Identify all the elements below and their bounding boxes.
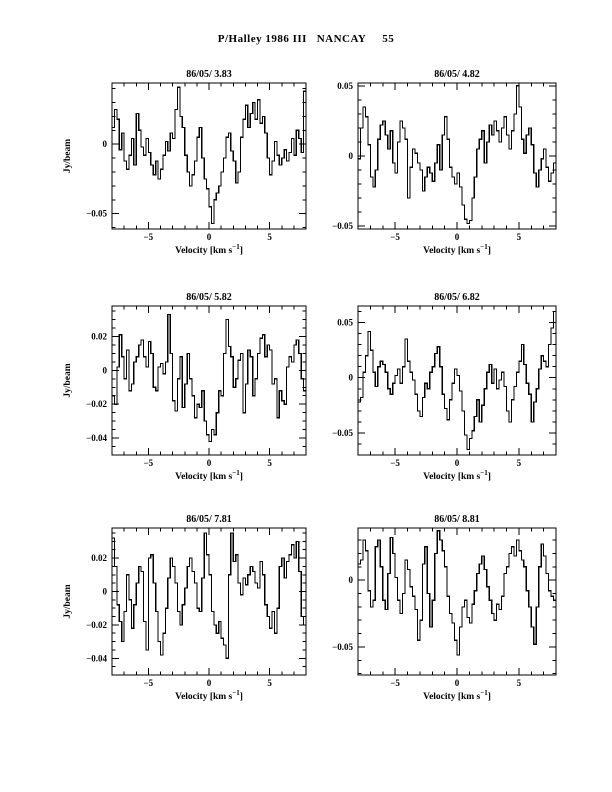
x-tick-label: −5 bbox=[143, 232, 154, 242]
x-axis-label: Velocity [km $s^{-1}$] bbox=[175, 689, 243, 702]
x-axis-label: Velocity [km $s^{-1}$] bbox=[423, 243, 491, 256]
x-tick-label: 5 bbox=[516, 232, 522, 242]
spectrum-step-line bbox=[112, 87, 306, 223]
x-tick-label: 0 bbox=[454, 458, 460, 468]
y-axis-label: Jy/beam bbox=[63, 363, 73, 398]
figure-title: P/Halley 1986 III NANCAY 55 bbox=[217, 33, 395, 45]
x-tick-label: 0 bbox=[206, 232, 212, 242]
y-tick-label: 0 bbox=[348, 575, 353, 586]
x-tick-label: 5 bbox=[516, 458, 522, 468]
axis-frame bbox=[112, 528, 306, 675]
y-tick-label: −0.05 bbox=[332, 221, 353, 232]
panel-title: 86/05/ 6.82 bbox=[434, 292, 480, 303]
spectrum-step-line bbox=[358, 312, 556, 450]
spectrum-step-line bbox=[358, 531, 556, 655]
spectrum-panel-1 bbox=[64, 67, 312, 263]
x-tick-label: −5 bbox=[390, 232, 400, 242]
y-tick-label: 0.05 bbox=[337, 317, 353, 328]
panel-title: 86/05/ 3.83 bbox=[186, 69, 232, 80]
y-axis-label: Jy/beam bbox=[63, 138, 73, 174]
y-tick-label: −0.05 bbox=[86, 208, 107, 219]
spectrum-panel-6 bbox=[310, 512, 562, 709]
x-tick-label: 5 bbox=[516, 678, 522, 688]
x-tick-label: −5 bbox=[390, 678, 400, 688]
x-tick-label: 0 bbox=[454, 678, 460, 688]
x-tick-label: 0 bbox=[454, 232, 460, 242]
x-tick-label: −5 bbox=[143, 458, 154, 468]
panel-title: 86/05/ 5.82 bbox=[186, 292, 232, 303]
x-tick-label: 5 bbox=[267, 458, 272, 468]
x-tick-label: −5 bbox=[143, 678, 154, 688]
x-tick-label: 0 bbox=[206, 678, 212, 688]
panel-title: 86/05/ 7.81 bbox=[186, 514, 232, 525]
x-tick-label: −5 bbox=[390, 458, 400, 468]
x-tick-label: 5 bbox=[267, 678, 272, 688]
x-tick-label: 0 bbox=[206, 458, 212, 468]
panel-title: 86/05/ 4.82 bbox=[434, 69, 480, 80]
y-tick-label: 0 bbox=[348, 151, 353, 161]
spectrum-panel-3 bbox=[64, 290, 312, 489]
y-tick-label: 0.05 bbox=[337, 80, 353, 91]
spectrum-panel-2 bbox=[310, 67, 562, 263]
y-tick-label: 0 bbox=[102, 365, 107, 376]
axis-frame bbox=[358, 83, 556, 229]
x-tick-label: 5 bbox=[267, 232, 272, 242]
x-axis-label: Velocity [km $s^{-1}$] bbox=[175, 469, 243, 482]
y-axis-label: Jy/beam bbox=[63, 584, 73, 619]
y-tick-label: −0.05 bbox=[332, 427, 353, 438]
x-axis-label: Velocity [km $s^{-1}$] bbox=[423, 689, 491, 702]
y-tick-label: −0.04 bbox=[86, 653, 107, 664]
spectrum-panel-5 bbox=[64, 512, 312, 709]
y-tick-label: −0.02 bbox=[86, 399, 107, 410]
y-tick-label: −0.02 bbox=[86, 619, 107, 630]
y-tick-label: 0 bbox=[102, 139, 107, 150]
y-tick-label: 0 bbox=[348, 372, 353, 383]
x-axis-label: Velocity [km $s^{-1}$] bbox=[175, 243, 243, 256]
spectrum-step-line bbox=[358, 86, 556, 224]
y-tick-label: 0.02 bbox=[91, 553, 107, 564]
spectrum-step-line bbox=[112, 533, 306, 658]
y-tick-label: −0.05 bbox=[332, 641, 353, 652]
spectrum-step-line bbox=[112, 314, 306, 441]
panel-title: 86/05/ 8.81 bbox=[434, 514, 480, 525]
y-tick-label: −0.04 bbox=[86, 433, 107, 444]
y-tick-label: 0.02 bbox=[91, 331, 107, 342]
x-axis-label: Velocity [km $s^{-1}$] bbox=[423, 469, 491, 482]
y-tick-label: 0 bbox=[102, 586, 107, 597]
spectrum-panel-4 bbox=[310, 290, 562, 489]
